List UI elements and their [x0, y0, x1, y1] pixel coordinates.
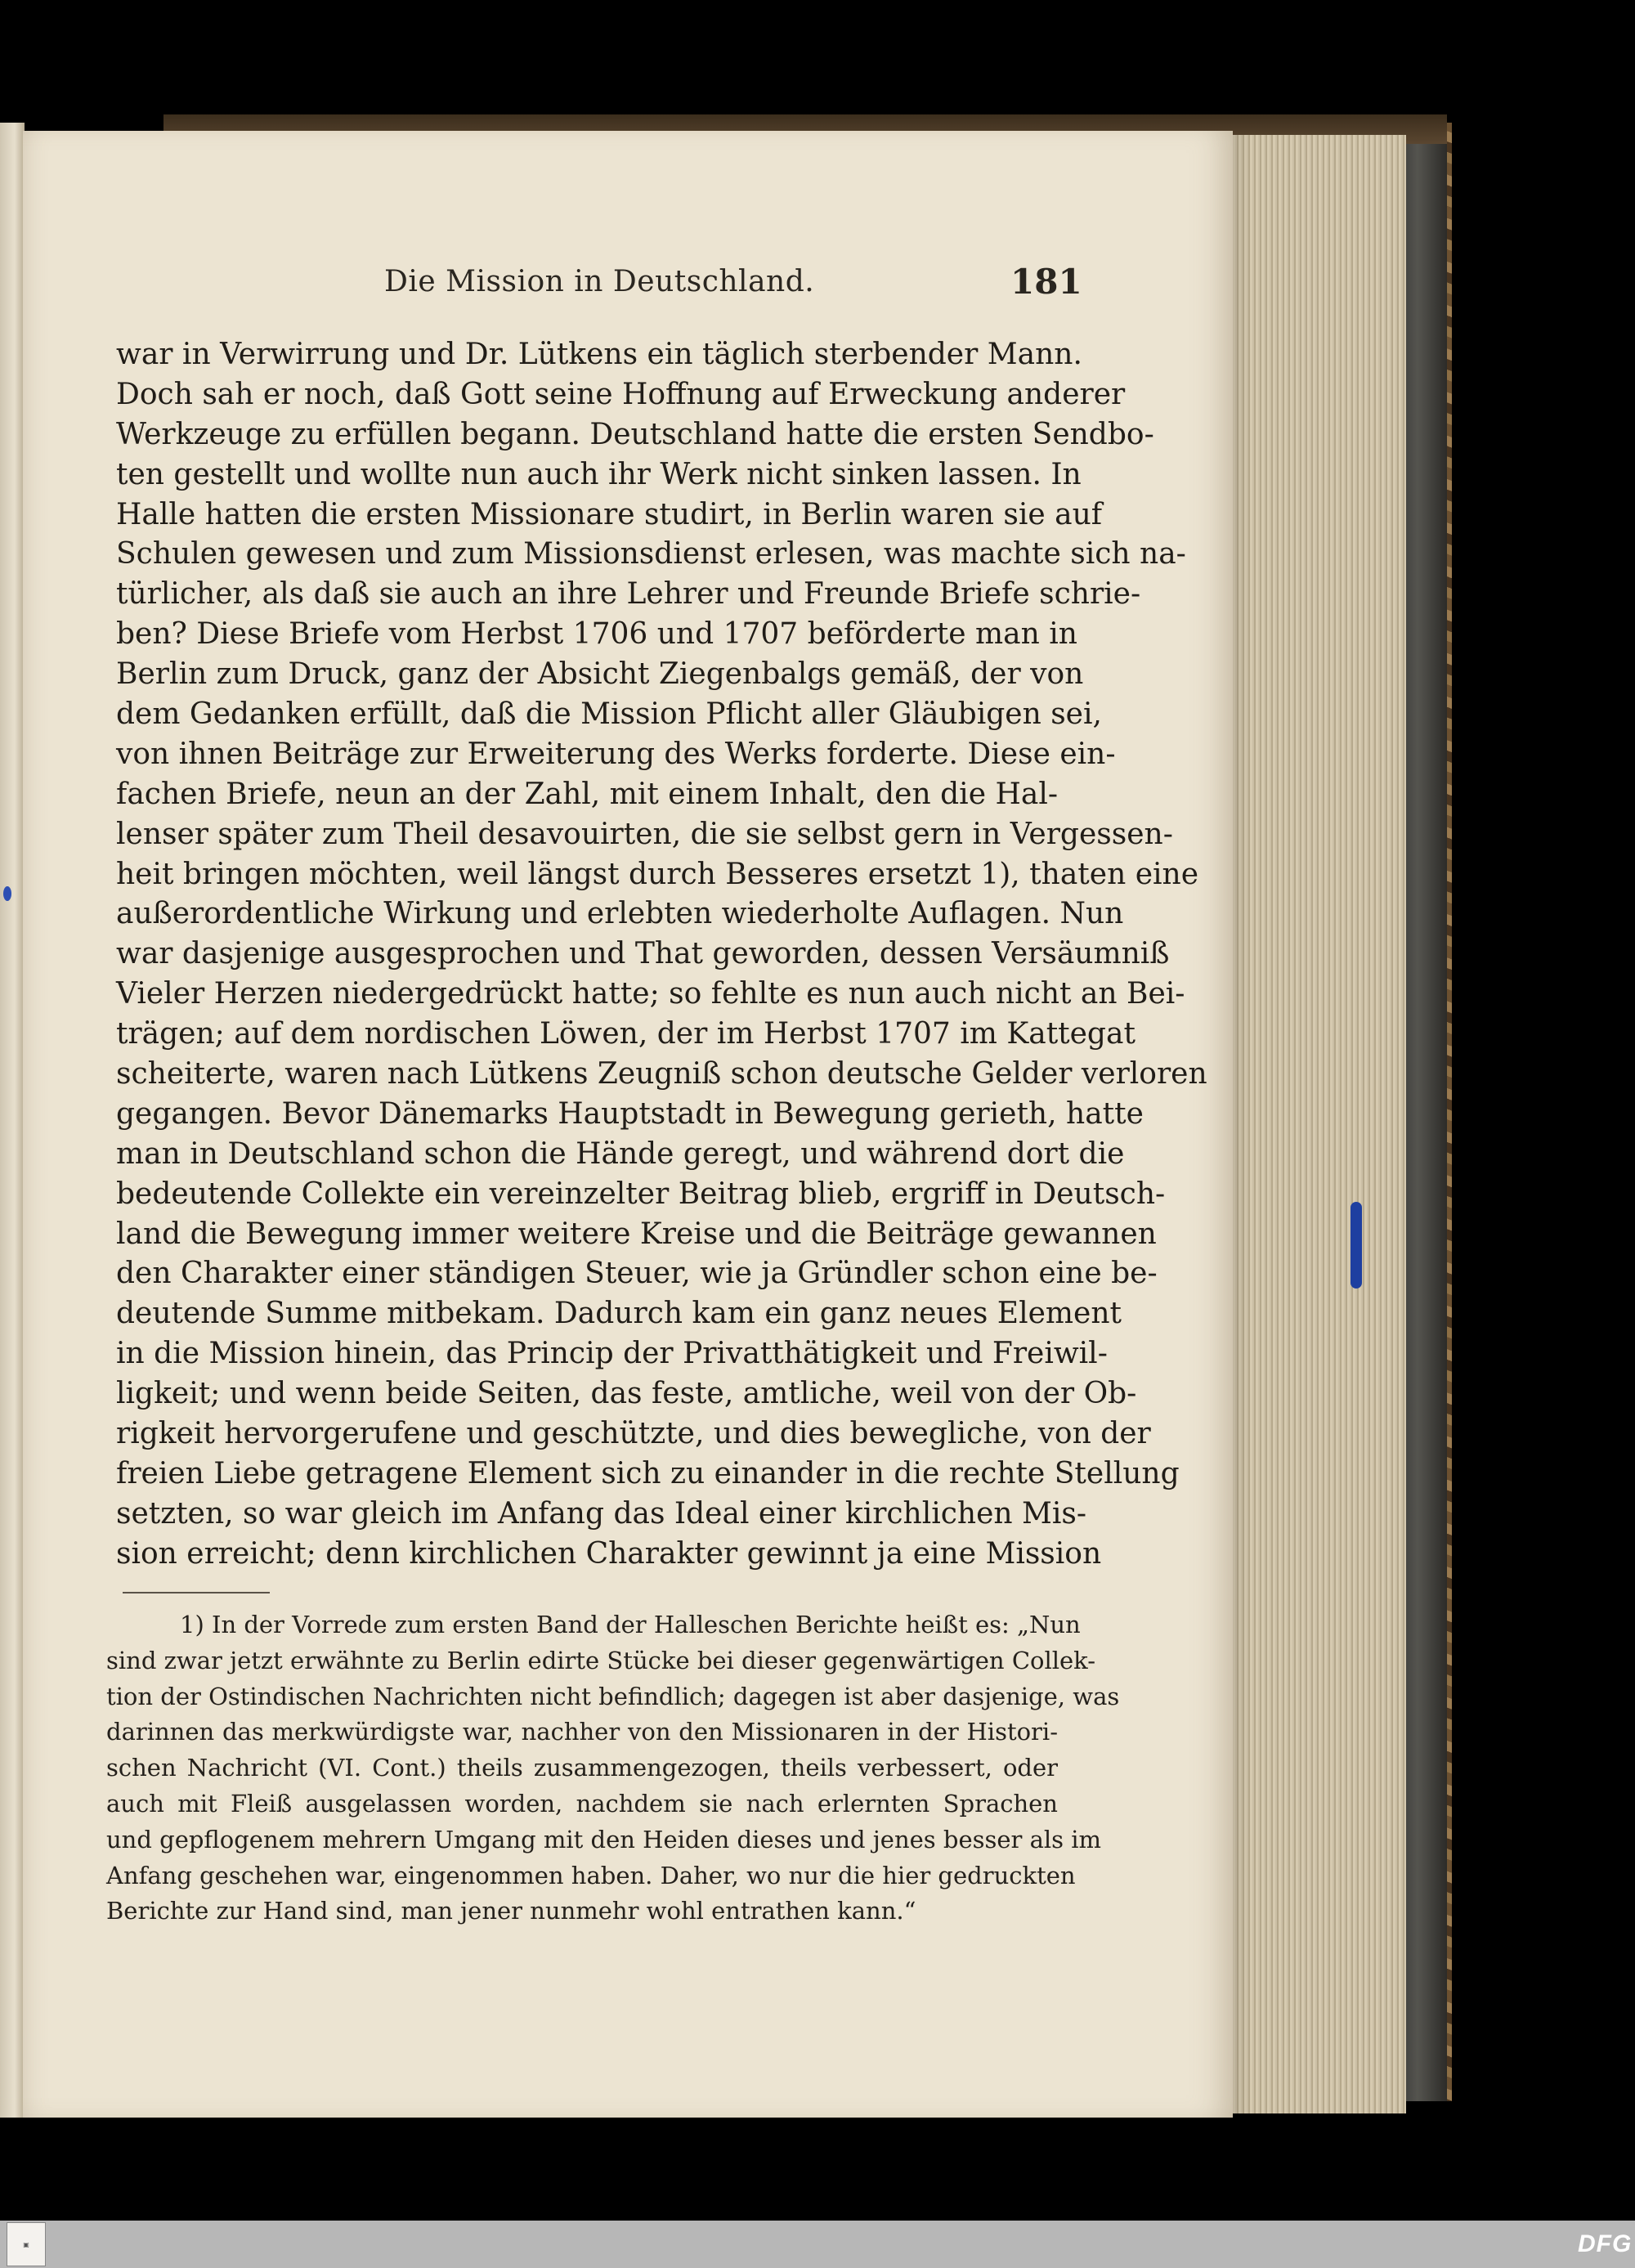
library-logo-icon: ▣	[7, 2222, 46, 2266]
text-line: von ihnen Beiträge zur Erweiterung des Werks forderte. Diese ein-	[116, 737, 1116, 771]
footnote-line: Berichte zur Hand sind, man jener nunmehr wohl entrathen kann.“	[106, 1897, 916, 1925]
text-line: war in Verwirrung und Dr. Lütkens ein täglich sterbender Mann.	[116, 338, 1082, 371]
text-line: war dasjenige ausgesprochen und That geworden, dessen Versäumniß	[116, 937, 1170, 971]
text-line: deutende Summe mitbekam. Dadurch kam ein ganz neues Element	[116, 1297, 1122, 1331]
bookmark-ribbon	[1351, 1202, 1362, 1289]
running-head: Die Mission in Deutschland.	[384, 265, 815, 298]
footnote-line: darinnen das merkwürdigste war, nachher von den Missionaren in der Histori-	[106, 1718, 1058, 1746]
text-line: man in Deutschland schon die Hände geregt, und während dort die	[116, 1136, 1125, 1171]
text-line: fachen Briefe, neun an der Zahl, mit einem Inhalt, den die Hal-	[116, 777, 1058, 811]
text-line: den Charakter einer ständigen Steuer, wie ja Gründler schon eine be-	[116, 1257, 1158, 1291]
text-line: ten gestellt und wollte nun auch ihr Werk nicht sinken lassen. In	[116, 457, 1082, 491]
footnote-line: 1) In der Vorrede zum ersten Band der Halleschen Berichte heißt es: „Nun	[180, 1611, 1081, 1638]
body-text	[116, 335, 1207, 1575]
text-line: Berlin zum Druck, ganz der Absicht Ziegenbalgs gemäß, der von	[116, 657, 1084, 692]
text-line: ben? Diese Briefe vom Herbst 1706 und 1707 beförderte man in	[116, 617, 1077, 652]
dfg-logo: DFG	[1578, 2230, 1633, 2257]
text-line: Vieler Herzen niedergedrückt hatte; so fehlte es nun auch nicht an Bei-	[116, 977, 1185, 1011]
footnote-line: Anfang geschehen war, eingenommen haben. Daher, wo nur die hier gedruckten	[106, 1861, 1076, 1889]
text-line: in die Mission hinein, das Princip der Privatthätigkeit und Freiwil-	[116, 1337, 1108, 1371]
footnote-line: und gepflogenem mehrern Umgang mit den Heiden dieses und jenes besser als im	[106, 1825, 1102, 1853]
text-line: rigkeit hervorgerufene und geschützte, und dies bewegliche, von der	[116, 1417, 1151, 1451]
facing-page-edge	[0, 123, 25, 2118]
text-line: dem Gedanken erfüllt, daß die Mission Pflicht aller Gläubigen sei,	[116, 697, 1102, 732]
text-line: sion erreicht; denn kirchlichen Charakter gewinnt ja eine Mission	[116, 1536, 1102, 1571]
text-line: türlicher, als daß sie auch an ihre Lehrer und Freunde Briefe schrie-	[116, 577, 1141, 612]
text-line: freien Liebe getragene Element sich zu einander in die rechte Stellung	[116, 1456, 1180, 1490]
page-number: 181	[1010, 262, 1082, 302]
text-line: land die Bewegung immer weitere Kreise und die Beiträge gewannen	[116, 1217, 1157, 1251]
text-line: Werkzeuge zu erfüllen begann. Deutschland hatte die ersten Sendbo-	[116, 417, 1154, 451]
viewer-footer-bar	[0, 2221, 1635, 2268]
footnote-line: sind zwar jetzt erwähnte zu Berlin edirte Stücke bei dieser gegenwärtigen Collek-	[106, 1646, 1096, 1674]
footnote-line: auch mit Fleiß ausgelassen worden, nachdem sie nach erlernten Sprachen	[106, 1789, 1058, 1818]
text-line: Schulen gewesen und zum Missionsdienst erlesen, was machte sich na-	[116, 537, 1186, 571]
text-line: ligkeit; und wenn beide Seiten, das feste, amtliche, weil von der Ob-	[116, 1377, 1137, 1411]
margin-mark	[3, 886, 11, 901]
text-line: Halle hatten die ersten Missionare studirt, in Berlin waren sie auf	[116, 497, 1103, 531]
text-line: scheiterte, waren nach Lütkens Zeugniß schon deutsche Gelder verloren	[116, 1057, 1207, 1091]
text-line: bedeutende Collekte ein vereinzelter Beitrag blieb, ergriff in Deutsch-	[116, 1177, 1166, 1211]
footnote-line: tion der Ostindischen Nachrichten nicht befindlich; dagegen ist aber dasjenige, was	[106, 1682, 1120, 1710]
text-line: gegangen. Bevor Dänemarks Hauptstadt in Bewegung gerieth, hatte	[116, 1096, 1144, 1131]
footnote-line: schen Nachricht (VI. Cont.) theils zusammengezogen, theils verbessert, oder	[106, 1754, 1058, 1782]
text-line: trägen; auf dem nordischen Löwen, der im Herbst 1707 im Kattegat	[116, 1017, 1136, 1051]
text-line: Doch sah er noch, daß Gott seine Hoffnung auf Erweckung anderer	[116, 377, 1126, 411]
footnote	[106, 1607, 1120, 1930]
text-line: lenser später zum Theil desavouirten, die sie selbst gern in Vergessen-	[116, 817, 1173, 851]
text-line: setzten, so war gleich im Anfang das Ideal einer kirchlichen Mis-	[116, 1496, 1087, 1531]
footnote-rule	[123, 1592, 270, 1593]
text-line: heit bringen möchten, weil längst durch Besseres ersetzt 1), thaten eine	[116, 857, 1199, 891]
text-line: außerordentliche Wirkung und erlebten wiederholte Auflagen. Nun	[116, 897, 1124, 931]
